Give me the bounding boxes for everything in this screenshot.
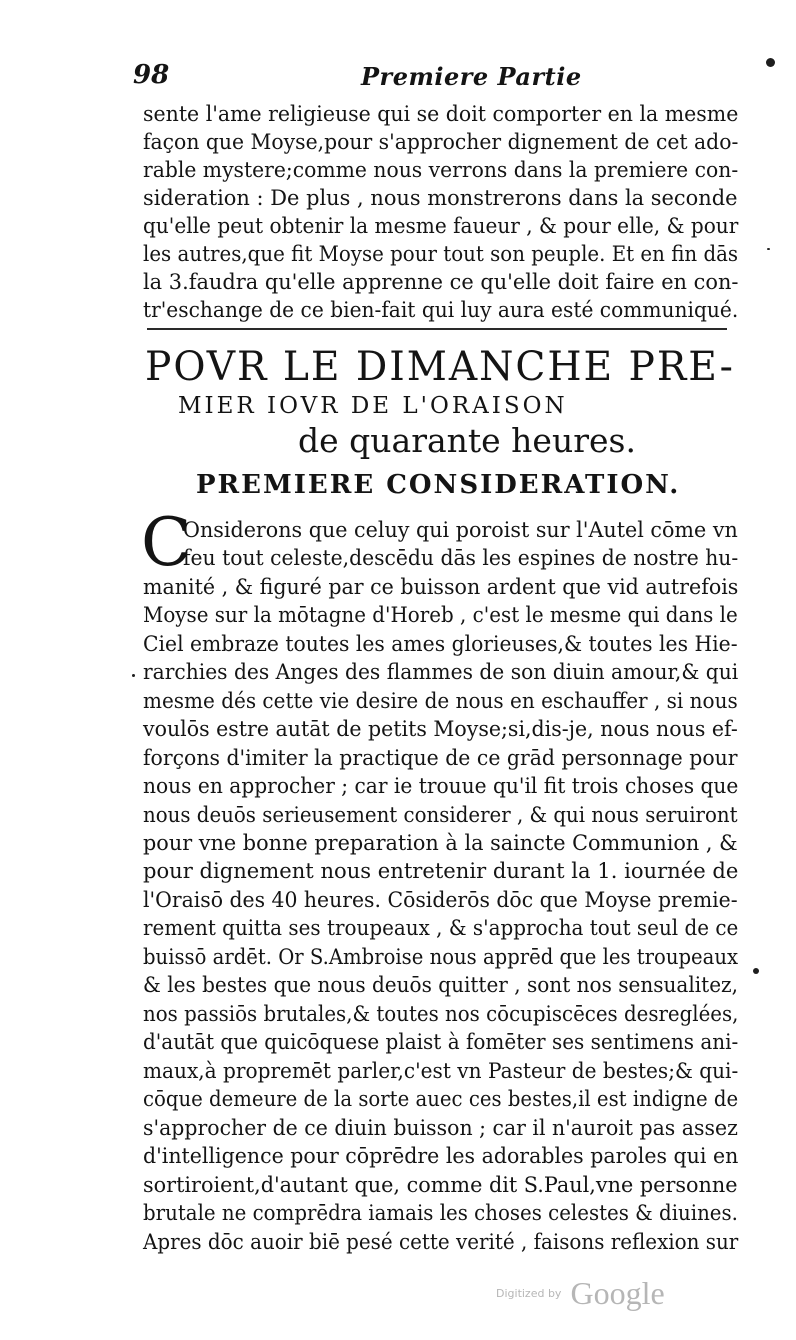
intro-line: sente l'ame religieuse qui se doit comporter en la mesme <box>143 102 739 126</box>
intro-line: sideration : De plus , nous monstrerons dans la seconde <box>143 186 738 210</box>
consideration-title: PREMIERE CONSIDERATION. <box>196 470 681 500</box>
body-line: nos passiōs brutales,& toutes nos cōcupiscēces desreglées, <box>143 1002 739 1026</box>
page-number: 98 <box>133 60 170 90</box>
intro-line: qu'elle peut obtenir la mesme faueur , & pour elle, & pour <box>143 214 739 238</box>
section-heading-line-2: MIER IOVR DE L'ORAISON <box>178 393 568 419</box>
ink-speck <box>132 674 135 677</box>
body-line: sortiroient,d'autant que, comme dit S.Paul,vne personne <box>143 1173 738 1197</box>
body-line: l'Oraisō des 40 heures. Cōsiderōs dōc que Moyse premie- <box>143 888 738 912</box>
body-line: manité , & figuré par ce buisson ardent que vid autrefois <box>143 575 739 599</box>
body-line: rement quitta ses troupeaux , & s'approcha tout seul de ce <box>143 916 739 940</box>
body-line: Ciel embraze toutes les ames glorieuses,& toutes les Hie- <box>143 632 738 656</box>
intro-line: rable mystere;comme nous verrons dans la premiere con- <box>143 158 739 182</box>
body-line: mesme dés cette vie desire de nous en eschauffer , si nous <box>143 689 738 713</box>
body-line: d'autāt que quicōquese plaist à fomēter ses sentimens ani- <box>143 1030 739 1054</box>
running-head: Premiere Partie <box>361 62 582 91</box>
body-line: & les bestes que nous deuōs quitter , sont nos sensualitez, <box>143 973 738 997</box>
body-line: Moyse sur la mōtagne d'Horeb , c'est le mesme qui dans le <box>143 603 738 627</box>
page-header <box>133 60 745 96</box>
body-line: feu tout celeste,descēdu dās les espines de nostre hu- <box>183 546 739 570</box>
body-line: pour vne bonne preparation à la saincte Communion , & <box>143 831 738 855</box>
body-line: maux,à propremēt parler,c'est vn Pasteur de bestes;& qui- <box>143 1059 739 1083</box>
ink-speck <box>753 968 759 974</box>
intro-line: les autres,que fit Moyse pour tout son peuple. Et en fin dās <box>143 242 739 266</box>
section-heading-line-1: POVR LE DIMANCHE PRE- <box>145 344 735 390</box>
ink-speck <box>766 58 775 67</box>
body-line: pour dignement nous entretenir durant la 1. iournée de <box>143 859 739 883</box>
intro-line: façon que Moyse,pour s'approcher dignement de cet ado- <box>143 130 739 154</box>
drop-cap: C <box>141 504 192 581</box>
intro-line: la 3.faudra qu'elle apprenne ce qu'elle doit faire en con- <box>143 270 739 294</box>
body-line: brutale ne comprēdra iamais les choses celestes & diuines. <box>143 1201 738 1225</box>
body-line: rarchies des Anges des flammes de son diuin amour,& qui <box>143 660 739 684</box>
body-line: d'intelligence pour cōprēdre les adorables paroles qui en <box>143 1144 739 1168</box>
body-line: forçons d'imiter la practique de ce grād personnage pour <box>143 746 738 770</box>
body-line: cōque demeure de la sorte auec ces bestes,il est indigne de <box>143 1087 739 1111</box>
body-line: nous en approcher ; car ie trouue qu'il fit trois choses que <box>143 774 739 798</box>
body-line: Onsiderons que celuy qui poroist sur l'Autel cōme vn <box>183 518 738 542</box>
body-line: nous deuōs serieusement considerer , & qui nous seruiront <box>143 803 738 827</box>
body-line: s'approcher de ce diuin buisson ; car il n'auroit pas assez <box>143 1116 738 1140</box>
body-line: buissō ardēt. Or S.Ambroise nous apprēd que les troupeaux <box>143 945 739 969</box>
section-heading-line-3: de quarante heures. <box>298 421 636 460</box>
section-divider <box>147 328 727 330</box>
intro-line: tr'eschange de ce bien-fait qui luy aura esté communiqué. <box>143 298 739 322</box>
body-line: Apres dōc auoir biē pesé cette verité , faisons reflexion sur <box>143 1230 739 1254</box>
body-line: voulōs estre autāt de petits Moyse;si,dis-je, nous nous ef- <box>143 717 738 741</box>
watermark-prefix: Digitized by <box>496 1287 562 1300</box>
google-logo: Google <box>570 1275 665 1311</box>
digitized-by-google-watermark <box>496 1275 665 1312</box>
ink-speck <box>767 248 770 250</box>
